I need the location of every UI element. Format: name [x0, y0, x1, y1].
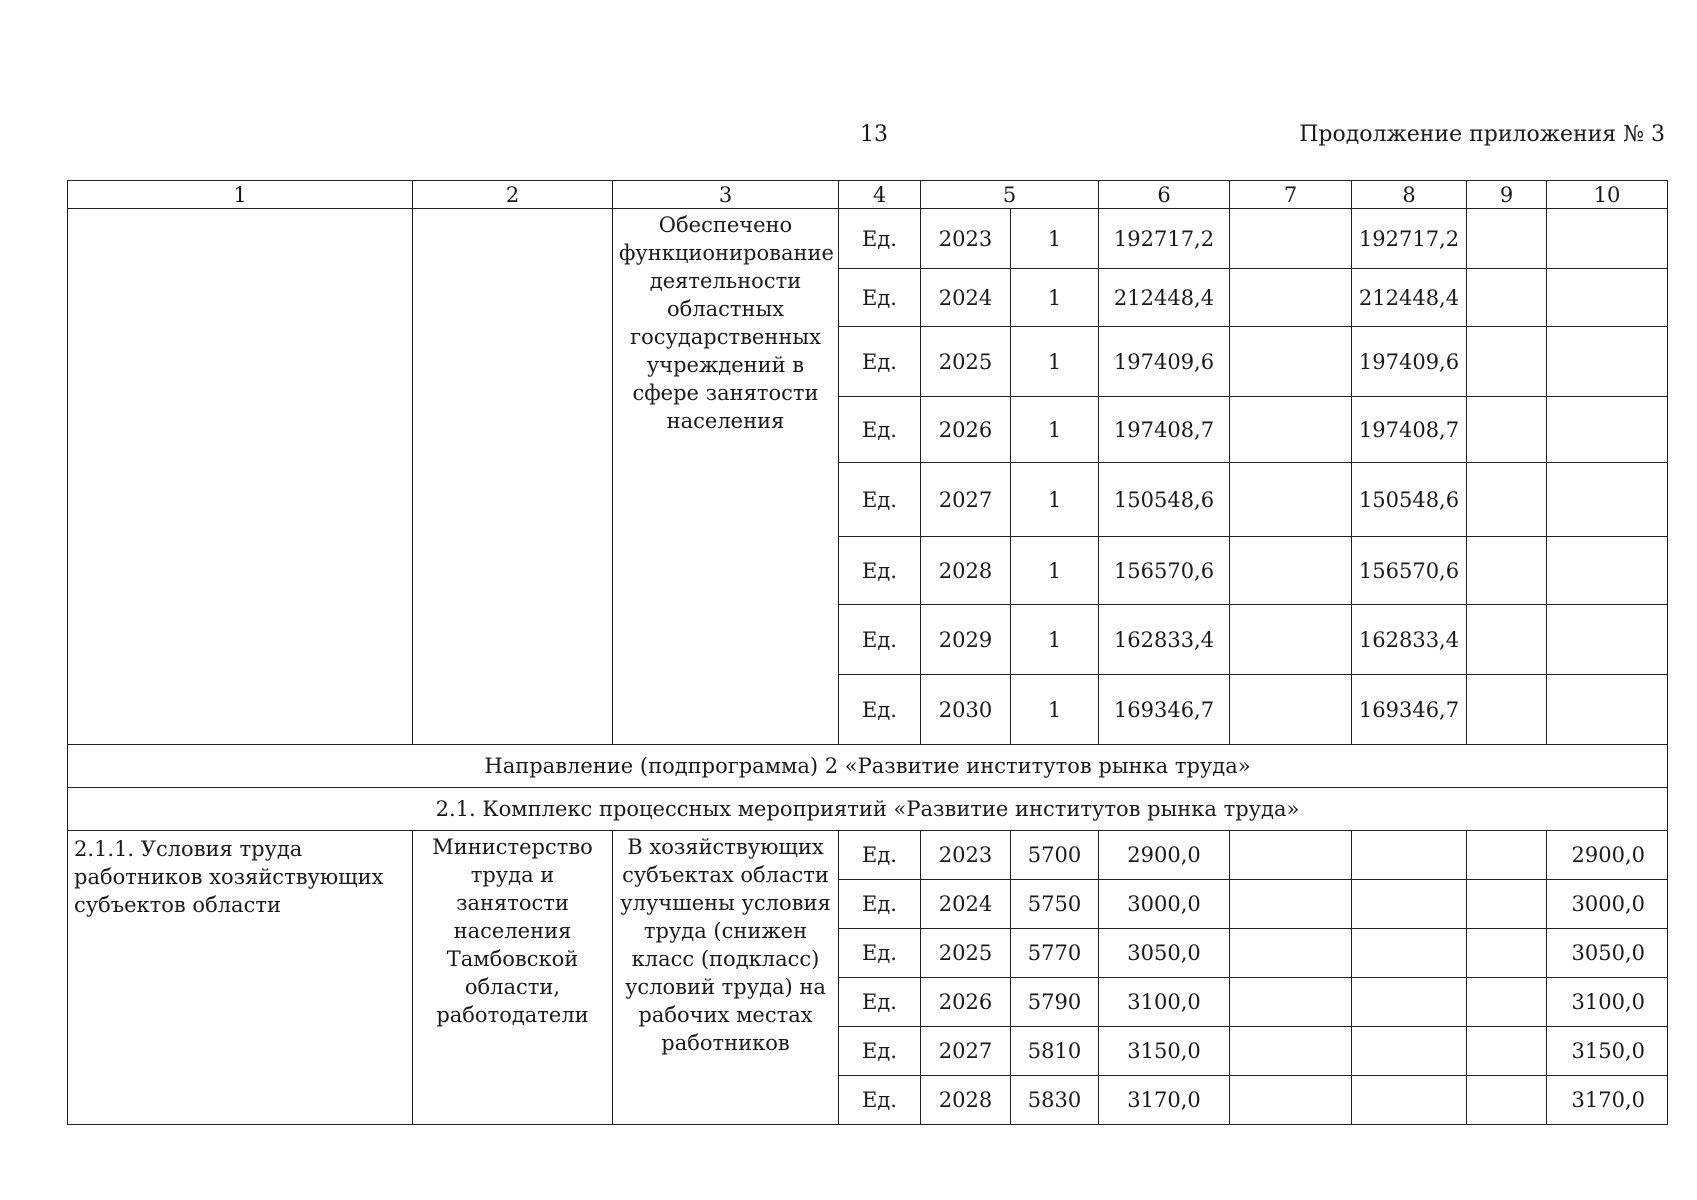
col-header-2: 2	[413, 181, 613, 209]
table-row	[68, 831, 1668, 880]
regional-cell: 162833,4	[1352, 605, 1467, 675]
unit-cell: Ед.	[839, 929, 921, 978]
empty-cell	[1230, 269, 1352, 327]
unit-cell: Ед.	[839, 327, 921, 397]
empty-cell	[1352, 831, 1467, 880]
empty-cell	[1467, 880, 1547, 929]
year-cell: 2027	[921, 1027, 1011, 1076]
col-header-4: 4	[839, 181, 921, 209]
year-cell: 2028	[921, 1076, 1011, 1125]
total-cell: 3050,0	[1099, 929, 1230, 978]
total-cell: 197409,6	[1099, 327, 1230, 397]
empty-cell	[1547, 397, 1668, 463]
value-cell: 5810	[1011, 1027, 1099, 1076]
col-header-9: 9	[1467, 181, 1547, 209]
empty-cell	[1230, 605, 1352, 675]
block1-result-text: Обеспечено функционирование деятельности областных государственных учреждений в сфере занятости населения	[613, 209, 839, 745]
total-cell: 197408,7	[1099, 397, 1230, 463]
value-cell: 1	[1011, 463, 1099, 537]
unit-cell: Ед.	[839, 978, 921, 1027]
value-cell: 5750	[1011, 880, 1099, 929]
value-cell: 1	[1011, 397, 1099, 463]
other-cell: 3150,0	[1547, 1027, 1668, 1076]
year-cell: 2024	[921, 880, 1011, 929]
unit-cell: Ед.	[839, 1027, 921, 1076]
empty-cell	[1230, 831, 1352, 880]
regional-cell: 156570,6	[1352, 537, 1467, 605]
empty-cell	[1230, 1076, 1352, 1125]
empty-cell	[1352, 1076, 1467, 1125]
page-number: 13	[860, 122, 888, 147]
empty-cell	[1467, 605, 1547, 675]
col-header-10: 10	[1547, 181, 1668, 209]
year-cell: 2028	[921, 537, 1011, 605]
unit-cell: Ед.	[839, 463, 921, 537]
year-cell: 2027	[921, 463, 1011, 537]
other-cell: 3050,0	[1547, 929, 1668, 978]
value-cell: 5770	[1011, 929, 1099, 978]
other-cell: 2900,0	[1547, 831, 1668, 880]
regional-cell: 192717,2	[1352, 209, 1467, 269]
other-cell: 3100,0	[1547, 978, 1668, 1027]
empty-cell	[1547, 269, 1668, 327]
year-cell: 2029	[921, 605, 1011, 675]
section-complex-heading: 2.1. Комплекс процессных мероприятий «Развитие институтов рынка труда»	[68, 788, 1668, 831]
section-row	[68, 788, 1668, 831]
empty-cell	[1547, 209, 1668, 269]
empty-cell	[1230, 1027, 1352, 1076]
other-cell: 3170,0	[1547, 1076, 1668, 1125]
section-row	[68, 745, 1668, 788]
empty-cell	[1467, 397, 1547, 463]
empty-cell	[1547, 463, 1668, 537]
year-cell: 2026	[921, 978, 1011, 1027]
total-cell: 192717,2	[1099, 209, 1230, 269]
block1-col2-cell	[413, 209, 613, 745]
total-cell: 3150,0	[1099, 1027, 1230, 1076]
year-cell: 2026	[921, 397, 1011, 463]
block1-col1-cell	[68, 209, 413, 745]
year-cell: 2023	[921, 831, 1011, 880]
block2-responsible-text: Министерство труда и занятости населения Тамбовской области, работодатели	[413, 831, 613, 1125]
total-cell: 3000,0	[1099, 880, 1230, 929]
regional-cell: 169346,7	[1352, 675, 1467, 745]
col-header-3: 3	[613, 181, 839, 209]
unit-cell: Ед.	[839, 269, 921, 327]
empty-cell	[1230, 978, 1352, 1027]
unit-cell: Ед.	[839, 880, 921, 929]
total-cell: 3100,0	[1099, 978, 1230, 1027]
empty-cell	[1467, 1076, 1547, 1125]
empty-cell	[1230, 675, 1352, 745]
appendix-continuation: Продолжение приложения № 3	[1299, 122, 1665, 147]
col-header-1: 1	[68, 181, 413, 209]
empty-cell	[1352, 880, 1467, 929]
year-cell: 2025	[921, 929, 1011, 978]
col-header-7: 7	[1230, 181, 1352, 209]
total-cell: 3170,0	[1099, 1076, 1230, 1125]
empty-cell	[1547, 675, 1668, 745]
empty-cell	[1230, 463, 1352, 537]
empty-cell	[1467, 463, 1547, 537]
empty-cell	[1230, 929, 1352, 978]
empty-cell	[1467, 978, 1547, 1027]
value-cell: 5830	[1011, 1076, 1099, 1125]
value-cell: 1	[1011, 327, 1099, 397]
total-cell: 156570,6	[1099, 537, 1230, 605]
value-cell: 1	[1011, 605, 1099, 675]
total-cell: 2900,0	[1099, 831, 1230, 880]
empty-cell	[1467, 537, 1547, 605]
total-cell: 150548,6	[1099, 463, 1230, 537]
section-direction-heading: Направление (подпрограмма) 2 «Развитие институтов рынка труда»	[68, 745, 1668, 788]
empty-cell	[1230, 209, 1352, 269]
year-cell: 2025	[921, 327, 1011, 397]
empty-cell	[1352, 978, 1467, 1027]
other-cell: 3000,0	[1547, 880, 1668, 929]
col-header-5: 5	[921, 181, 1099, 209]
regional-cell: 150548,6	[1352, 463, 1467, 537]
empty-cell	[1230, 537, 1352, 605]
empty-cell	[1467, 675, 1547, 745]
col-header-6: 6	[1099, 181, 1230, 209]
empty-cell	[1230, 397, 1352, 463]
value-cell: 1	[1011, 537, 1099, 605]
empty-cell	[1467, 327, 1547, 397]
empty-cell	[1352, 929, 1467, 978]
empty-cell	[1230, 327, 1352, 397]
table-row	[68, 209, 1668, 269]
empty-cell	[1467, 929, 1547, 978]
value-cell: 1	[1011, 269, 1099, 327]
data-table	[67, 180, 1668, 1125]
block2-result-text: В хозяйствующих субъектах области улучшены условия труда (снижен класс (подкласс) условий труда) на рабочих местах работников	[613, 831, 839, 1125]
total-cell: 162833,4	[1099, 605, 1230, 675]
column-number-row	[68, 181, 1668, 209]
empty-cell	[1467, 209, 1547, 269]
empty-cell	[1547, 327, 1668, 397]
unit-cell: Ед.	[839, 397, 921, 463]
value-cell: 5790	[1011, 978, 1099, 1027]
block2-measure-text: 2.1.1. Условия труда работников хозяйствующих субъектов области	[68, 831, 413, 1125]
year-cell: 2024	[921, 269, 1011, 327]
regional-cell: 197409,6	[1352, 327, 1467, 397]
total-cell: 169346,7	[1099, 675, 1230, 745]
value-cell: 1	[1011, 209, 1099, 269]
empty-cell	[1467, 269, 1547, 327]
year-cell: 2023	[921, 209, 1011, 269]
year-cell: 2030	[921, 675, 1011, 745]
col-header-8: 8	[1352, 181, 1467, 209]
value-cell: 5700	[1011, 831, 1099, 880]
regional-cell: 197408,7	[1352, 397, 1467, 463]
empty-cell	[1547, 537, 1668, 605]
unit-cell: Ед.	[839, 831, 921, 880]
empty-cell	[1547, 605, 1668, 675]
total-cell: 212448,4	[1099, 269, 1230, 327]
regional-cell: 212448,4	[1352, 269, 1467, 327]
unit-cell: Ед.	[839, 605, 921, 675]
unit-cell: Ед.	[839, 675, 921, 745]
empty-cell	[1230, 880, 1352, 929]
empty-cell	[1467, 1027, 1547, 1076]
empty-cell	[1352, 1027, 1467, 1076]
unit-cell: Ед.	[839, 537, 921, 605]
empty-cell	[1467, 831, 1547, 880]
unit-cell: Ед.	[839, 209, 921, 269]
value-cell: 1	[1011, 675, 1099, 745]
unit-cell: Ед.	[839, 1076, 921, 1125]
